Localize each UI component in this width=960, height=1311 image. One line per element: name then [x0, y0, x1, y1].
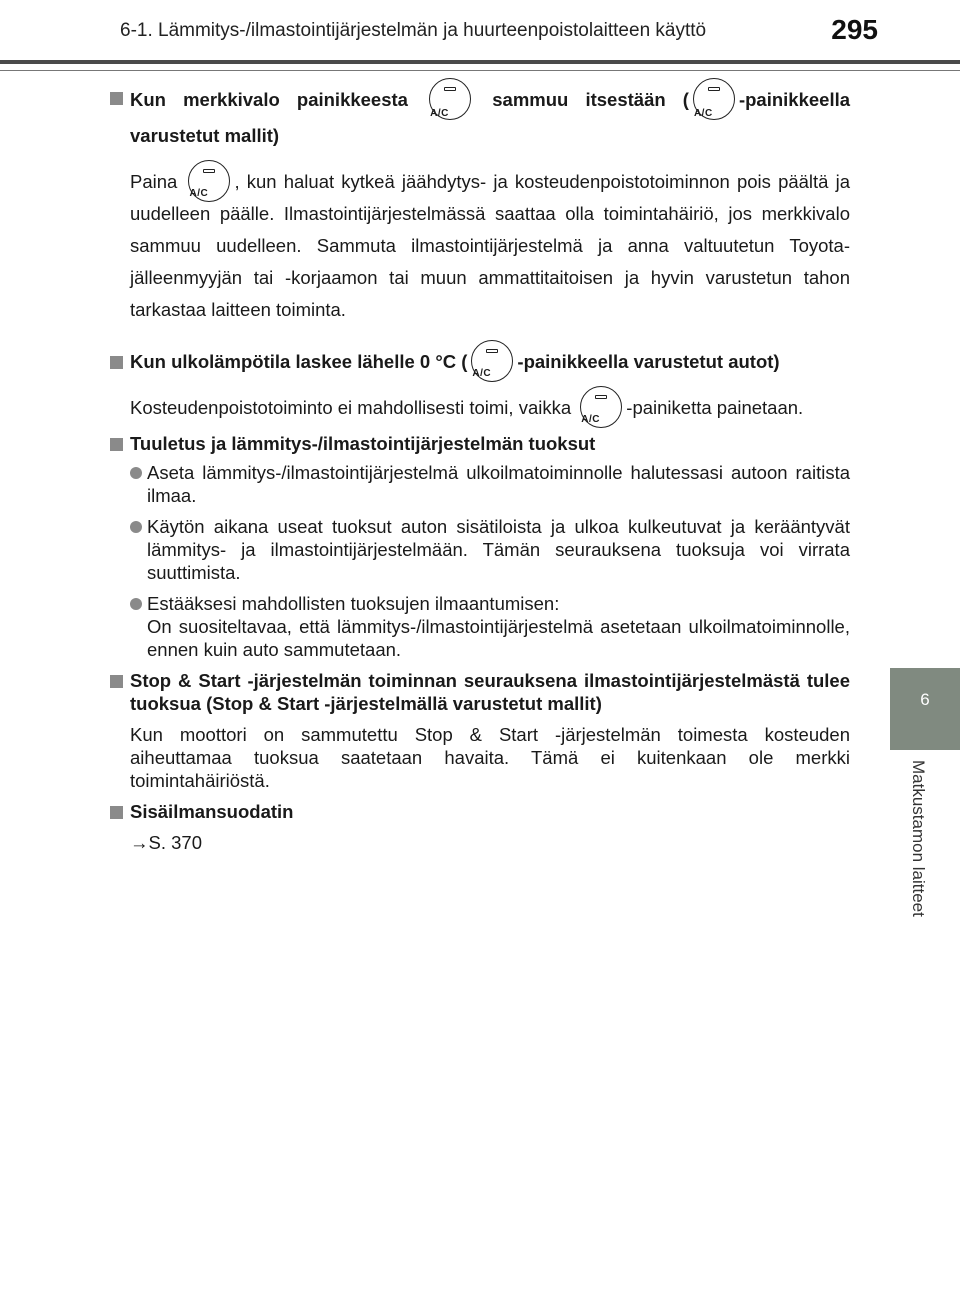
list-item [110, 461, 850, 507]
ac-button-icon [429, 78, 471, 120]
heading-text: Kun ulkolämpötila laskee lähelle 0 °C ( [130, 351, 468, 373]
section-heading: Sisäilmansuodatin [130, 801, 294, 823]
section-body [110, 166, 850, 326]
page-header [0, 0, 960, 60]
ac-button-icon [693, 78, 735, 120]
section-heading: Tuuletus ja lämmitys-/ilmastointijärjestelmän tuoksut [130, 433, 596, 455]
chapter-tab-label: Matkustamon laitteet [909, 760, 928, 917]
header-rule [0, 60, 960, 64]
body-text: Kosteudenpoistotoiminto ei mahdollisesti toimi, vaikka [130, 397, 572, 419]
ac-button-icon [471, 340, 513, 382]
section-marker-icon [110, 438, 123, 451]
list-item-text: Estääksesi mahdollisten tuoksujen ilmaantumisen: [147, 593, 560, 615]
list-item [110, 592, 850, 661]
body-text: -painiketta painetaan. [626, 397, 804, 419]
section-low-temperature [110, 346, 850, 424]
bullet-icon [130, 467, 142, 479]
ac-icon-label: A/C [430, 108, 449, 120]
page-content [110, 82, 850, 854]
page-reference-link[interactable]: →S. 370 [130, 832, 202, 854]
section-body [110, 392, 850, 424]
list-item-text: On suositeltavaa, että lämmitys-/ilmastointijärjestelmä asetetaan ulkoilmatoiminnolle, ennen kuin auto sammutetaan. [147, 616, 850, 661]
heading-text: -painikkeella varustetut autot) [517, 351, 780, 373]
section-marker-icon [110, 806, 123, 819]
bullet-icon [130, 598, 142, 610]
body-text: Paina [130, 171, 178, 192]
page-number: 295 [831, 14, 878, 45]
section-heading [110, 82, 850, 154]
chapter-title: 6-1. Lämmitys-/ilmastointijärjestelmän ja huurteenpoistolaitteen käyttö [120, 20, 707, 41]
ac-button-icon [188, 160, 230, 202]
section-odors [110, 432, 850, 661]
section-marker-icon [110, 356, 123, 369]
ac-icon-label: A/C [472, 368, 492, 380]
heading-text: Kun merkkivalo painikkeesta [130, 89, 408, 110]
list-item-text: Käytön aikana useat tuoksut auton sisätiloista ja ulkoa kulkeutuvat ja kerääntyvät lämmitys- ja ilmastointijärjestelmään. Tämän seurauksena tuoksuja voi virrata suuttimista. [147, 516, 850, 584]
list-item-text: Aseta lämmitys-/ilmastointijärjestelmä ulkoilmatoiminnolle halutessasi autoon raitista ilmaa. [147, 462, 850, 507]
section-indicator-off [110, 82, 850, 326]
section-heading [110, 346, 850, 378]
section-cabin-filter [110, 800, 850, 854]
ac-button-icon [580, 386, 622, 428]
chapter-tab[interactable] [890, 668, 960, 750]
section-body: Kun moottori on sammutettu Stop & Start -järjestelmän toimesta kosteuden aiheuttamaa tuoksua saatetaan havaita. Tämä ei kuitenkaan ole merkki toimintahäiriöstä. [130, 724, 850, 792]
section-heading: Stop & Start -järjestelmän toiminnan seurauksena ilmastointijärjestelmästä tulee tuoksua (Stop & Start -järjestelmällä varustetut mallit) [130, 670, 850, 715]
list-item [110, 515, 850, 584]
heading-text: sammuu itsestään ( [492, 89, 689, 110]
section-marker-icon [110, 92, 123, 105]
heading-text: -painikkeella varustetut mallit) [130, 89, 851, 146]
ac-icon-label: A/C [189, 188, 209, 200]
section-marker-icon [110, 675, 123, 688]
body-text: , kun haluat kytkeä jäähdytys- ja kosteudenpoistotoiminnon pois päältä ja uudelleen päälle. Ilmastointijärjestelmässä saattaa olla toimintahäiriö, jos merkkivalo sammuu uudelleen. Sammuta ilmastointijärjestelmä ja anna valtuutetun Toyota-jälleenmyyjän tai -korjaamon tai muun ammattitaitoisen ja hyvin varustetun tahon tarkastaa laitteen toiminta. [130, 171, 851, 321]
ac-icon-label: A/C [581, 414, 601, 426]
chapter-tab-number: 6 [920, 690, 930, 709]
ac-icon-label: A/C [693, 108, 713, 120]
bullet-icon [130, 521, 142, 533]
section-stop-start [110, 669, 850, 792]
